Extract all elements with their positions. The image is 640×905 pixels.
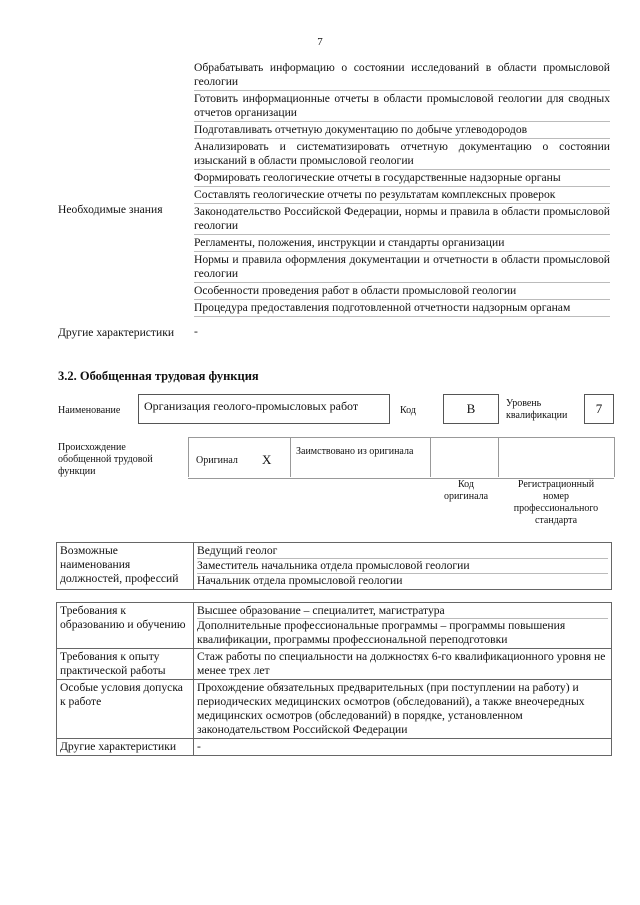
table-row bbox=[57, 680, 612, 739]
admission-conditions-label: Особые условия допуска к работе bbox=[57, 680, 194, 739]
registration-number-caption: Регистрационный номер профессионального стандарта bbox=[513, 479, 599, 526]
table-row bbox=[57, 739, 612, 756]
code-label: Код bbox=[400, 405, 416, 416]
knowledge-item: Нормы и правила оформления документации и отчетности в области промысловой геологии bbox=[194, 252, 610, 283]
borrowed-label: Заимствовано из оригинала bbox=[296, 446, 414, 457]
qualification-level: 7 bbox=[595, 401, 603, 416]
name-box bbox=[138, 394, 390, 424]
knowledge-item: Законодательство Российской Федерации, нормы и правила в области промысловой геологии bbox=[194, 204, 610, 235]
knowledge-item: Формировать геологические отчеты в государственные надзорные органы bbox=[194, 170, 610, 187]
page-number: 7 bbox=[317, 36, 323, 48]
knowledge-item: Подготавливать отчетную документацию по добыче углеводородов bbox=[194, 122, 610, 139]
knowledge-item: Обрабатывать информацию о состоянии исследований в области промысловой геологии bbox=[194, 60, 610, 91]
knowledge-label: Необходимые знания bbox=[58, 203, 163, 216]
knowledge-list bbox=[194, 60, 610, 317]
table-row bbox=[57, 603, 612, 649]
position-item: Заместитель начальника отдела промысловой геологии bbox=[197, 559, 608, 574]
code-original-caption: Код оригинала bbox=[443, 479, 489, 502]
section-title: 3.2. Обобщенная трудовая функция bbox=[58, 369, 259, 383]
position-item: Ведущий геолог bbox=[197, 544, 608, 559]
education-label: Требования к образованию и обучению bbox=[57, 603, 194, 649]
other-characteristics-label: Другие характеристики bbox=[58, 326, 175, 339]
experience-label: Требования к опыту практической работы bbox=[57, 649, 194, 680]
function-code: B bbox=[466, 401, 476, 416]
positions-values bbox=[194, 543, 612, 590]
knowledge-item: Готовить информационные отчеты в области промысловой геологии для сводных отчетов организации bbox=[194, 91, 610, 122]
requirements-table bbox=[56, 602, 612, 756]
name-label: Наименование bbox=[58, 405, 121, 416]
experience-value: Стаж работы по специальности на должностях 6-го квалификационного уровня не менее трех лет bbox=[194, 649, 612, 680]
function-name: Организация геолого-промысловых работ bbox=[144, 399, 359, 413]
knowledge-item: Процедура предоставления подготовленной отчетности надзорным органам bbox=[194, 300, 610, 317]
original-mark: X bbox=[262, 452, 272, 467]
admission-conditions-value: Прохождение обязательных предварительных (при поступлении на работу) и периодических медицинских осмотров (обследований), а также внеочередных медицинских осмотров (обследований) в порядке, установленном законодательством Российской Федерации bbox=[194, 680, 612, 739]
origin-label: Происхождение обобщенной трудовой функции bbox=[58, 442, 153, 477]
knowledge-item: Составлять геологические отчеты по результатам комплексных проверок bbox=[194, 187, 610, 204]
education-line: Дополнительные профессиональные программы – программы повышения квалификации, программы профессиональной переподготовки bbox=[197, 619, 566, 646]
table-row bbox=[57, 649, 612, 680]
other-characteristics-label-2: Другие характеристики bbox=[57, 739, 194, 756]
level-box bbox=[584, 394, 614, 424]
level-label: Уровень квалификации bbox=[506, 398, 568, 421]
knowledge-item: Особенности проведения работ в области промысловой геологии bbox=[194, 283, 610, 300]
education-line: Высшее образование – специалитет, магистратура bbox=[197, 604, 608, 619]
positions-table bbox=[56, 542, 612, 590]
code-box bbox=[443, 394, 499, 424]
origin-frame bbox=[188, 437, 614, 479]
knowledge-item: Анализировать и систематизировать отчетную документацию о состоянии изысканий в области промысловой геологии bbox=[194, 139, 610, 170]
positions-label: Возможные наименования должностей, профессий bbox=[57, 543, 194, 590]
other-characteristics-value-2: - bbox=[194, 739, 612, 756]
original-label: Оригинал bbox=[196, 455, 238, 466]
knowledge-item: Регламенты, положения, инструкции и стандарты организации bbox=[194, 235, 610, 252]
other-characteristics-value: - bbox=[194, 325, 198, 338]
position-item: Начальник отдела промысловой геологии bbox=[197, 574, 403, 587]
